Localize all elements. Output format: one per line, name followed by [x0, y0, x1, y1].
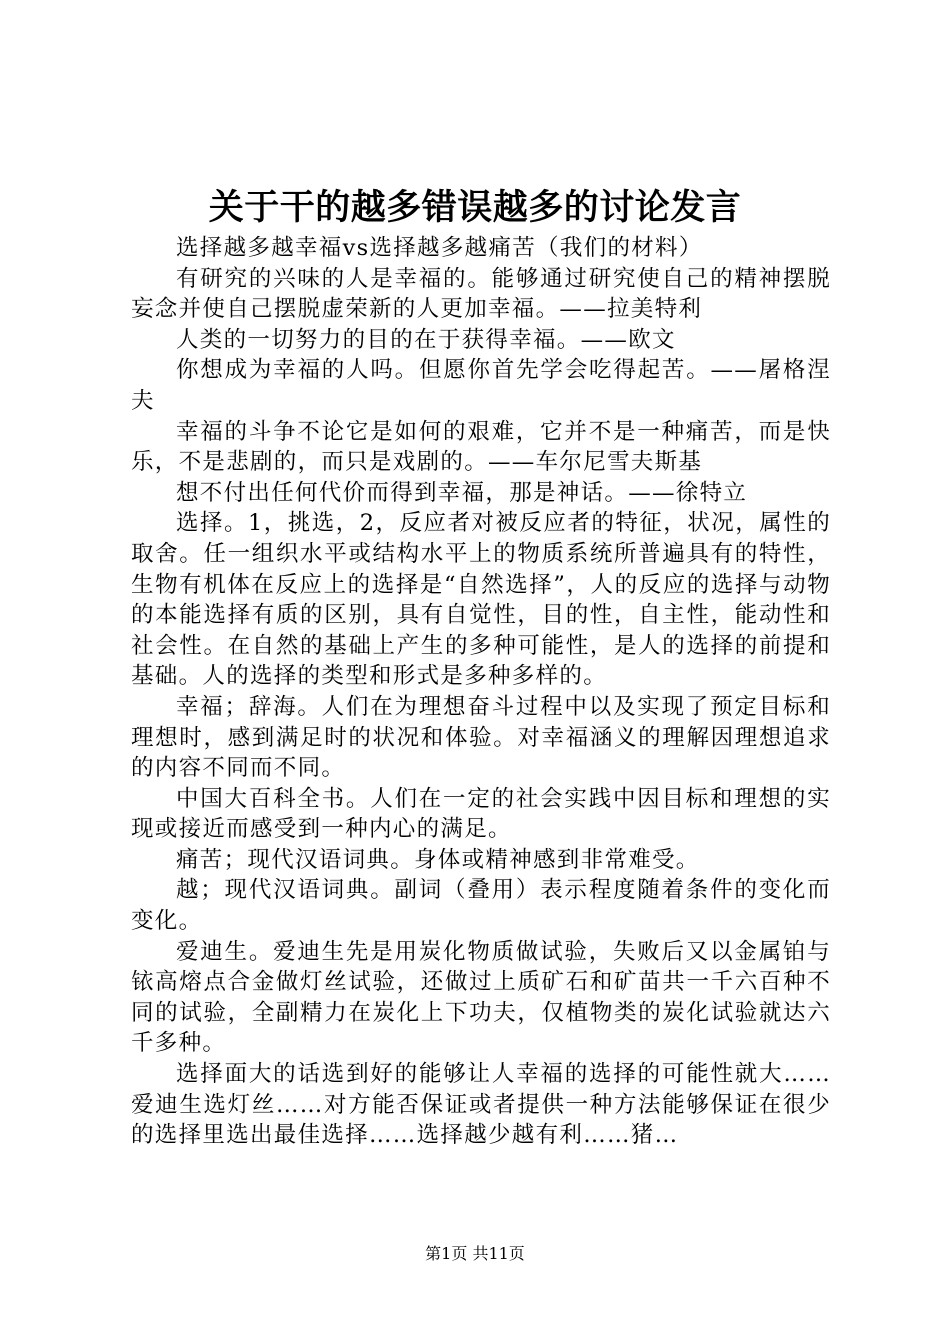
paragraph: 痛苦；现代汉语词典。身体或精神感到非常难受。 — [176, 846, 700, 873]
paragraph: 你想成为幸福的人吗。但愿你首先学会吃得起苦。——屠格涅夫 — [131, 357, 831, 414]
paragraph: 越；现代汉语词典。副词（叠用）表示程度随着条件的变化而变化。 — [131, 877, 831, 935]
paragraph: 爱迪生。爱迪生先是用炭化物质做试验，失败后又以金属铂与铱高熔点合金做灯丝试验，还做过上质矿石和矿苗共一千六百种不同的试验，全副精力在炭化上下功夫，仅植物类的炭化试验就达六千多种。 — [131, 938, 831, 1057]
document-title: 关于干的越多错误越多的讨论发言 — [208, 187, 742, 228]
paragraph: 选择越多越幸福vs选择越多越痛苦（我们的材料） — [176, 235, 703, 261]
page-number-footer: 第1页 共11页 — [425, 1244, 525, 1263]
paragraph: 幸福的斗争不论它是如何的艰难，它并不是一种痛苦，而是快乐，不是悲剧的，而只是戏剧的。——车尔尼雪夫斯基 — [131, 418, 831, 476]
document-body — [131, 233, 831, 1151]
paragraph: 人类的一切努力的目的在于获得幸福。——欧文 — [176, 326, 676, 353]
paragraph: 选择。1，挑选，2，反应者对被反应者的特征，状况，属性的取舍。任一组织水平或结构水平上的物质系统所普遍具有的特性，生物有机体在反应上的选择是“自然选择”，人的反应的选择与动物的本能选择有质的区别，具有自觉性，目的性，自主性，能动性和社会性。在自然的基础上产生的多种可能性，是人的选择的前提和基础。人的选择的类型和形式是多种多样的。 — [131, 510, 831, 690]
paragraph: 中国大百科全书。人们在一定的社会实践中因目标和理想的实现或接近而感受到一种内心的满足。 — [131, 785, 831, 843]
paragraph: 想不付出任何代价而得到幸福，那是神话。——徐特立 — [176, 479, 748, 506]
paragraph: 选择面大的话选到好的能够让人幸福的选择的可能性就大……爱迪生选灯丝……对方能否保证或者提供一种方法能够保证在很少的选择里选出最佳选择……选择越少越有利……猪… — [131, 1061, 831, 1149]
paragraph: 有研究的兴味的人是幸福的。能够通过研究使自己的精神摆脱妄念并使自己摆脱虚荣新的人更加幸福。——拉美特利 — [131, 265, 831, 323]
paragraph: 幸福；辞海。人们在为理想奋斗过程中以及实现了预定目标和理想时，感到满足时的状况和体验。对幸福涵义的理解因理想追求的内容不同而不同。 — [131, 693, 831, 782]
